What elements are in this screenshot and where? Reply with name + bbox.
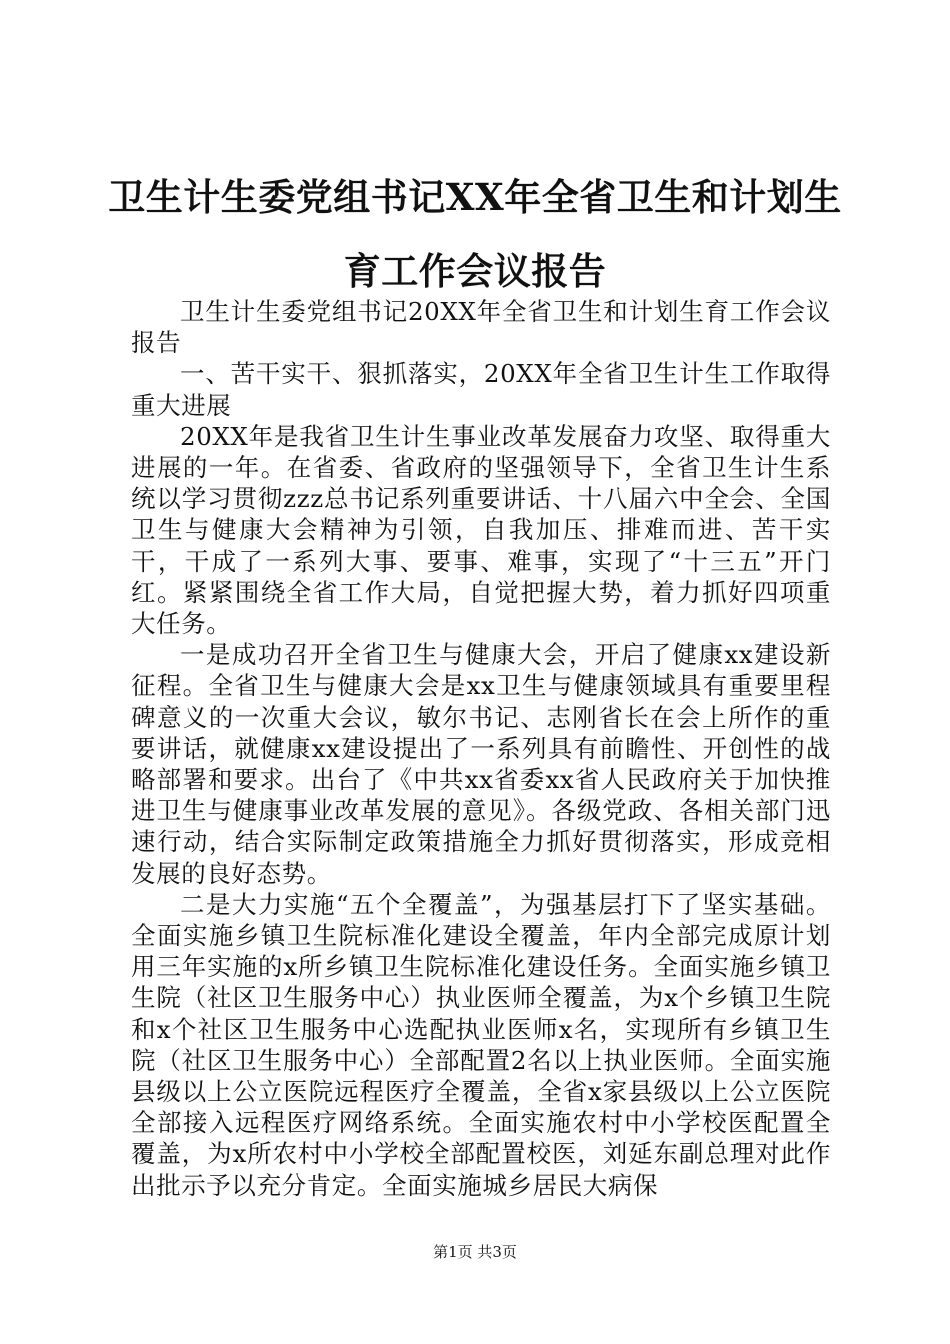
title-line-2: 育工作会议报告 — [343, 249, 607, 293]
paragraph-second-task: 二是大力实施“五个全覆盖”，为强基层打下了坚实基础。全面实施乡镇卫生院标准化建设全覆盖，年内全部完成原计划用三年实施的x所乡镇卫生院标准化建设任务。全面实施乡镇卫生院（社区卫生服务中心）执业医师全覆盖，为x个乡镇卫生院和x个社区卫生服务中心选配执业医师x名，实现所有乡镇卫生院（社区卫生服务中心）全部配置2名以上执业医师。全面实施县级以上公立医院远程医疗全覆盖，全省x家县级以上公立医院全部接入远程医疗网络系统。全面实施农村中小学校医配置全覆盖，为x所农村中小学校全部配置校医，刘延东副总理对此作出批示予以充分肯定。全面实施城乡居民大病保 — [131, 889, 831, 1200]
paragraph-overview: 20XX年是我省卫生计生事业改革发展奋力攻坚、取得重大进展的一年。在省委、省政府的坚强领导下，全省卫生计生系统以学习贯彻zzz总书记系列重要讲话、十八届六中全会、全国卫生与健康大会精神为引领，自我加压、排难而进、苦干实干，干成了一系列大事、要事、难事，实现了“十三五”开门红。紧紧围绕全省工作大局，自觉把握大势，着力抓好四项重大任务。 — [131, 421, 831, 639]
page-number-footer: 第1页 共3页 — [433, 1243, 517, 1261]
document-title — [100, 160, 850, 308]
document-body — [131, 296, 831, 1201]
paragraph-subtitle: 卫生计生委党组书记20XX年全省卫生和计划生育工作会议报告 — [131, 297, 831, 358]
title-line-1: 卫生计生委党组书记XX年全省卫生和计划生 — [108, 175, 842, 219]
paragraph-first-task: 一是成功召开全省卫生与健康大会，开启了健康xx建设新征程。全省卫生与健康大会是xx卫生与健康领域具有重要里程碑意义的一次重大会议，敏尔书记、志刚省长在会上所作的重要讲话，就健康xx建设提出了一系列具有前瞻性、开创性的战略部署和要求。出台了《中共xx省委xx省人民政府关于加快推进卫生与健康事业改革发展的意见》。各级党政、各相关部门迅速行动，结合实际制定政策措施全力抓好贯彻落实，形成竞相发展的良好态势。 — [131, 640, 831, 888]
paragraph-section-heading: 一、苦干实干、狠抓落实，20XX年全省卫生计生工作取得重大进展 — [131, 359, 831, 420]
